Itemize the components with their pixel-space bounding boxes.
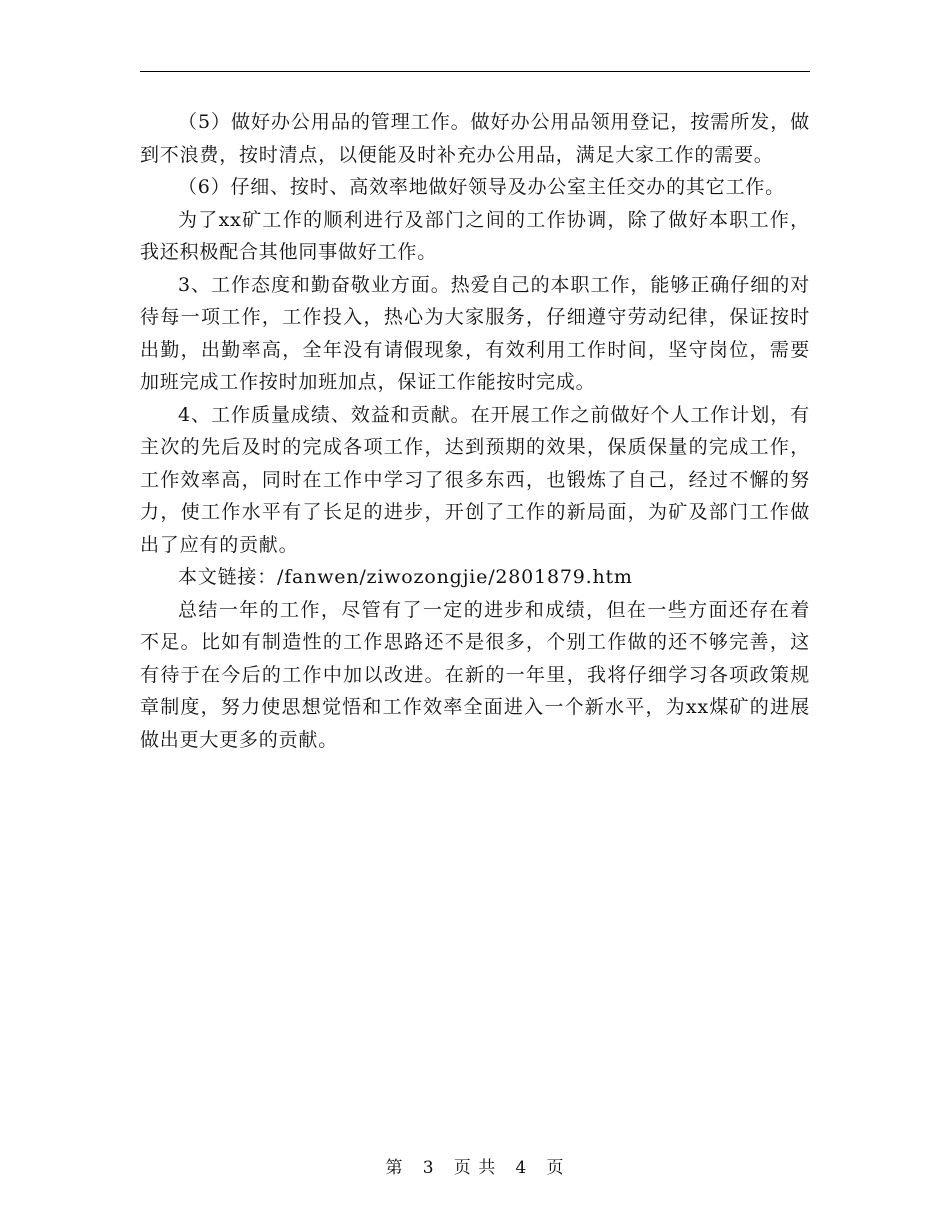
footer-middle: 页 共	[453, 1158, 497, 1178]
footer-current-page: 3	[422, 1158, 435, 1178]
paragraph-other-tasks: （6）仔细、按时、高效率地做好领导及办公室主任交办的其它工作。	[178, 176, 785, 198]
paragraph-office-supplies: （5）做好办公用品的管理工作。做好办公用品领用登记，按需所发，做到不浪费，按时清点，以便能及时补充办公用品，满足大家工作的需要。	[140, 111, 810, 166]
paragraph-work-quality: 4、工作质量成绩、效益和贡献。在开展工作之前做好个人工作计划，有主次的先后及时的完成各项工作，达到预期的效果，保质保量的完成工作，工作效率高，同时在工作中学习了很多东西，也锻炼了自己，经过不懈的努力，使工作水平有了长足的进步，开创了工作的新局面，为矿及部门工作做出了应有的贡献。	[140, 403, 810, 556]
paragraph-work-attitude: 3、工作态度和勤奋敬业方面。热爱自己的本职工作，能够正确仔细的对待每一项工作，工作投入，热心为大家服务，仔细遵守劳动纪律，保证按时出勤，出勤率高，全年没有请假现象，有效利用工作时间，坚守岗位，需要加班完成工作按时加班加点，保证工作能按时完成。	[140, 273, 810, 393]
paragraph-summary: 总结一年的工作，尽管有了一定的进步和成绩，但在一些方面还存在着不足。比如有制造性的工作思路还不是很多，个别工作做的还不够完善，这有待于在今后的工作中加以改进。在新的一年里，我将仔细学习各项政策规章制度，努力使思想觉悟和工作效率全面进入一个新水平，为xx煤矿的进展做出更大更多的贡献。	[140, 598, 810, 751]
footer-prefix: 第	[385, 1158, 404, 1178]
page-footer	[0, 1153, 950, 1178]
document-body	[140, 106, 810, 756]
footer-total-pages: 4	[515, 1158, 528, 1178]
header-rule	[140, 71, 810, 72]
article-link[interactable]: 本文链接：/fanwen/ziwozongjie/2801879.htm	[178, 566, 633, 588]
paragraph-cooperation: 为了xx矿工作的顺利进行及部门之间的工作协调，除了做好本职工作，我还积极配合其他同事做好工作。	[140, 208, 810, 263]
footer-suffix: 页	[546, 1158, 565, 1178]
